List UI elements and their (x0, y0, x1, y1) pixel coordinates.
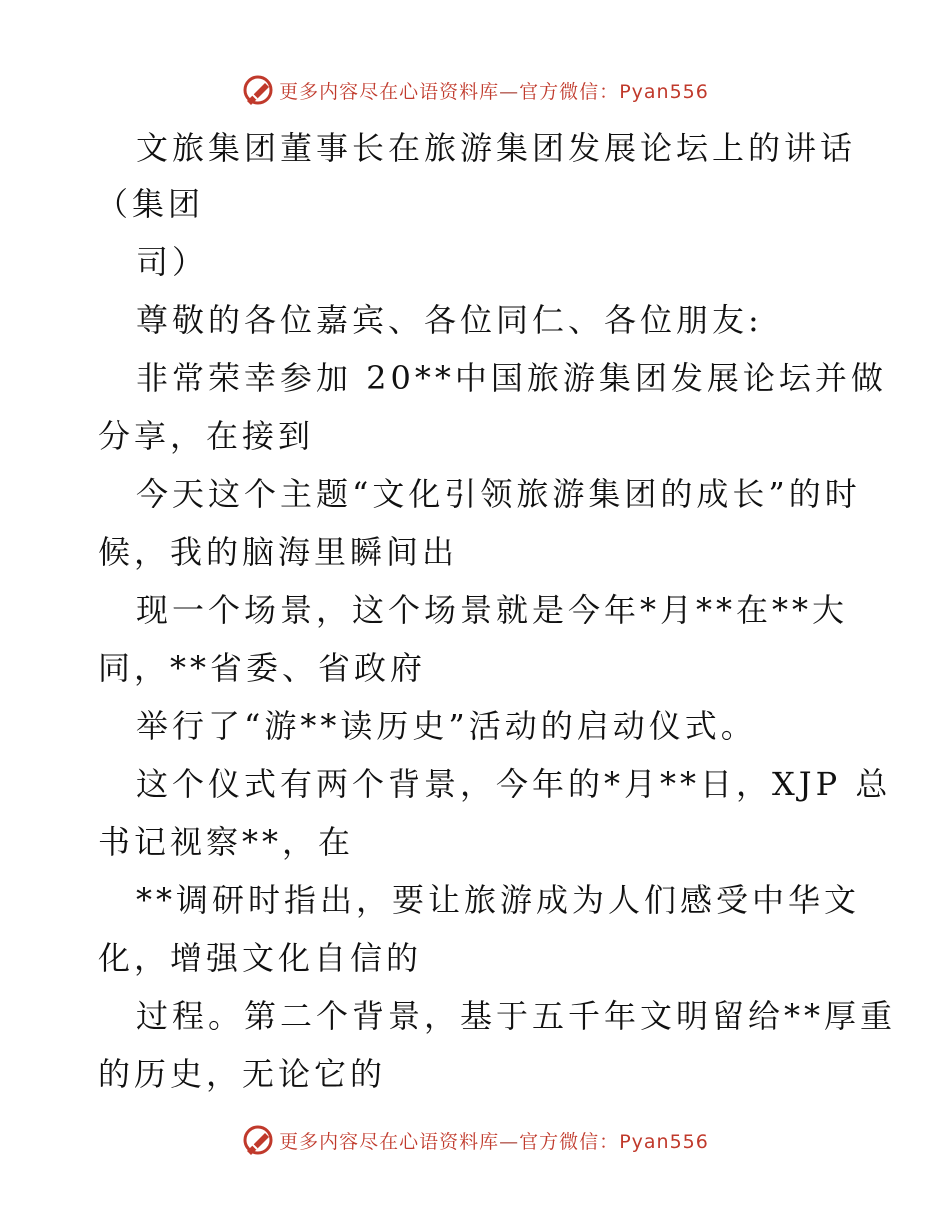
paragraph-line: 化，增强文化自信的 (98, 939, 423, 977)
paragraph-line: 同，**省委、省政府 (98, 649, 427, 687)
watermark-official-label: 官方微信： (519, 1130, 620, 1153)
document-title: 文旅集团董事长在旅游集团发展论坛上的讲话 (136, 129, 857, 167)
paragraph-line: 过程。第二个背景，基于五千年文明留给**厚重 (136, 997, 897, 1035)
paragraph-line: 现一个场景，这个场景就是今年*月**在**大 (136, 591, 849, 629)
paragraph-line: 今天这个主题“文化引领旅游集团的成长”的时 (136, 475, 861, 513)
watermark-slogan: 更多内容尽在心语资料库 (279, 80, 500, 103)
paragraph-line: 的历史，无论它的 (98, 1055, 387, 1093)
watermark-banner-top (0, 70, 950, 110)
watermark-official-label: 官方微信： (519, 80, 620, 103)
paragraph-line: 举行了“游**读历史”活动的启动仪式。 (136, 707, 757, 745)
watermark-slogan: 更多内容尽在心语资料库 (279, 1130, 500, 1153)
watermark-text (279, 1127, 709, 1154)
paragraph-line: 这个仪式有两个背景，今年的*月**日，XJP 总 (136, 765, 892, 803)
pen-logo-icon (241, 73, 275, 107)
watermark-banner-bottom (0, 1120, 950, 1160)
watermark-account: Pyan556 (619, 80, 709, 103)
paragraph-line: **调研时指出，要让旅游成为人们感受中华文 (136, 881, 861, 919)
paragraph-line: 司） (136, 243, 209, 281)
watermark-dash: — (499, 1130, 520, 1153)
watermark-text (279, 77, 709, 104)
paragraph-line: 分享，在接到 (98, 417, 315, 455)
paragraph-line: 非常荣幸参加 20**中国旅游集团发展论坛并做 (136, 359, 887, 397)
pen-logo-icon (241, 1123, 275, 1157)
paragraph-line: （集团 (96, 185, 205, 223)
salutation: 尊敬的各位嘉宾、各位同仁、各位朋友: (136, 301, 763, 339)
paragraph-line: 候，我的脑海里瞬间出 (98, 533, 459, 571)
watermark-account: Pyan556 (619, 1130, 709, 1153)
watermark-dash: — (499, 80, 520, 103)
paragraph-line: 书记视察**，在 (98, 823, 355, 861)
